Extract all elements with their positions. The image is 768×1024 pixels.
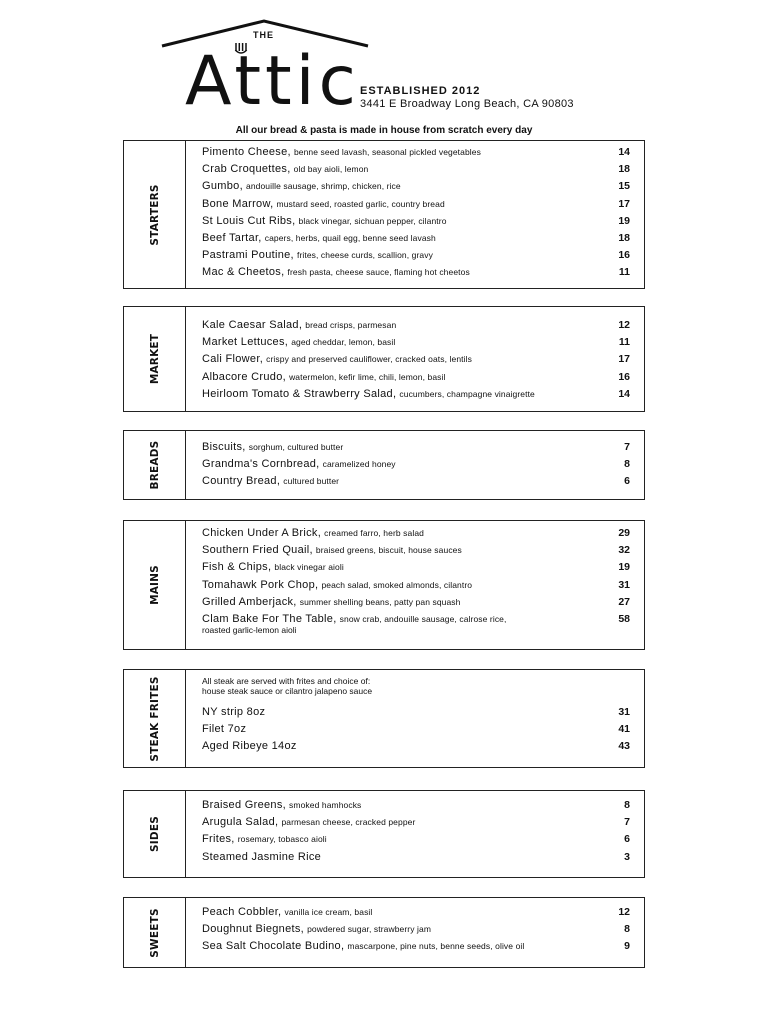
price: 32 [618,544,630,557]
mains-section [123,520,645,650]
price: 16 [618,249,630,262]
starters-section [123,140,645,289]
section-title-breads: BREADS [148,440,161,490]
price: 6 [624,475,630,488]
price: 18 [618,231,630,244]
menu-item: Frites, rosemary, tobasco aioli 6 [202,831,630,848]
menu-item: Tomahawk Pork Chop, peach salad, smoked almonds, cilantro 31 [202,577,630,594]
menu-item: Mac & Cheetos, fresh pasta, cheese sauce, flaming hot cheetos 11 [202,264,630,281]
menu-item: Filet 7oz 41 [202,721,630,738]
price: 14 [618,146,630,158]
section-title-mains: MAINS [148,565,161,605]
price: 3 [624,850,630,863]
menu-item: Cali Flower, crispy and preserved cauliflower, cracked oats, lentils 17 [202,351,630,368]
logo-text: Attic [185,42,360,121]
price: 19 [618,561,630,574]
menu-item: Arugula Salad, parmesan cheese, cracked pepper 7 [202,814,630,831]
price: 29 [618,527,630,539]
price: 12 [618,319,630,331]
menu-item: NY strip 8oz 31 [202,704,630,721]
menu-item: Heirloom Tomato & Strawberry Salad, cucumbers, champagne vinaigrette 14 [202,386,630,403]
menu-item: Clam Bake For The Table, snow crab, andouille sausage, calrose rice, roasted garlic-lemon aioli 58 [202,612,630,635]
price: 17 [618,197,630,210]
logo-the: THE [253,30,274,40]
fork-icon [234,43,248,65]
menu-item: Sea Salt Chocolate Budino, mascarpone, pine nuts, benne seeds, olive oil 9 [202,938,630,955]
menu-item: St Louis Cut Ribs, black vinegar, sichuan pepper, cilantro 19 [202,213,630,230]
menu-item: Kale Caesar Salad, bread crisps, parmesan 12 [202,317,630,334]
steak-frites-section [123,669,645,768]
menu-header [0,0,768,150]
menu-item: Peach Cobbler, vanilla ice cream, basil 12 [202,904,630,921]
tagline: All our bread & pasta is made in house from scratch every day [235,125,533,136]
section-title-steak-frites: STEAK FRITES [148,675,161,762]
price: 16 [618,370,630,383]
price: 8 [624,458,630,471]
menu-item: Fish & Chips, black vinegar aioli 19 [202,559,630,576]
section-title-sweets: SWEETS [148,907,161,958]
menu-item: Grandma's Cornbread, caramelized honey 8 [202,456,630,473]
menu-item: Country Bread, cultured butter 6 [202,473,630,490]
price: 15 [618,180,630,193]
steak-note: All steak are served with frites and choice of: house steak sauce or cilantro jalapeno sauce [202,676,373,696]
price: 7 [624,816,630,829]
section-title-market: MARKET [148,333,161,385]
price: 7 [624,441,630,453]
sides-section [123,790,645,878]
menu-item: Pastrami Poutine, frites, cheese curds, scallion, gravy 16 [202,247,630,264]
menu-item: Bone Marrow, mustard seed, roasted garlic, country bread 17 [202,196,630,213]
breads-section [123,430,645,500]
menu-item: Chicken Under A Brick, creamed farro, herb salad 29 [202,525,630,542]
price: 27 [618,595,630,608]
menu-item: Gumbo, andouille sausage, shrimp, chicken, rice 15 [202,178,630,195]
section-title-starters: STARTERS [148,183,161,246]
menu-item: Albacore Crudo, watermelon, kefir lime, chili, lemon, basil 16 [202,369,630,386]
menu-item: Steamed Jasmine Rice 3 [202,849,630,866]
price: 43 [618,740,630,753]
menu-item: Crab Croquettes, old bay aioli, lemon 18 [202,161,630,178]
price: 31 [618,706,630,718]
menu-item: Aged Ribeye 14oz 43 [202,738,630,755]
price: 8 [624,799,630,811]
market-section [123,306,645,412]
menu-item: Southern Fried Quail, braised greens, biscuit, house sauces 32 [202,542,630,559]
menu-item: Doughnut Biegnets, powdered sugar, strawberry jam 8 [202,921,630,938]
price: 41 [618,723,630,736]
price: 58 [618,612,630,625]
price: 19 [618,214,630,227]
menu-item: Grilled Amberjack, summer shelling beans, patty pan squash 27 [202,594,630,611]
sweets-section [123,897,645,968]
menu-item: Biscuits, sorghum, cultured butter 7 [202,439,630,456]
menu-item: Beef Tartar, capers, herbs, quail egg, benne seed lavash 18 [202,230,630,247]
price: 31 [618,578,630,591]
menu-item: Braised Greens, smoked hamhocks 8 [202,797,630,814]
price: 14 [618,387,630,400]
price: 11 [618,336,630,349]
established-year: ESTABLISHED 2012 [360,85,481,97]
price: 9 [624,940,630,953]
menu-item: Pimento Cheese, benne seed lavash, seasonal pickled vegetables 14 [202,144,630,161]
price: 17 [618,353,630,366]
price: 6 [624,833,630,846]
price: 11 [618,266,630,279]
menu-item: Market Lettuces, aged cheddar, lemon, basil 11 [202,334,630,351]
price: 8 [624,923,630,936]
price: 12 [618,906,630,918]
price: 18 [618,163,630,176]
section-title-sides: SIDES [148,816,161,852]
restaurant-address: 3441 E Broadway Long Beach, CA 90803 [360,98,574,110]
